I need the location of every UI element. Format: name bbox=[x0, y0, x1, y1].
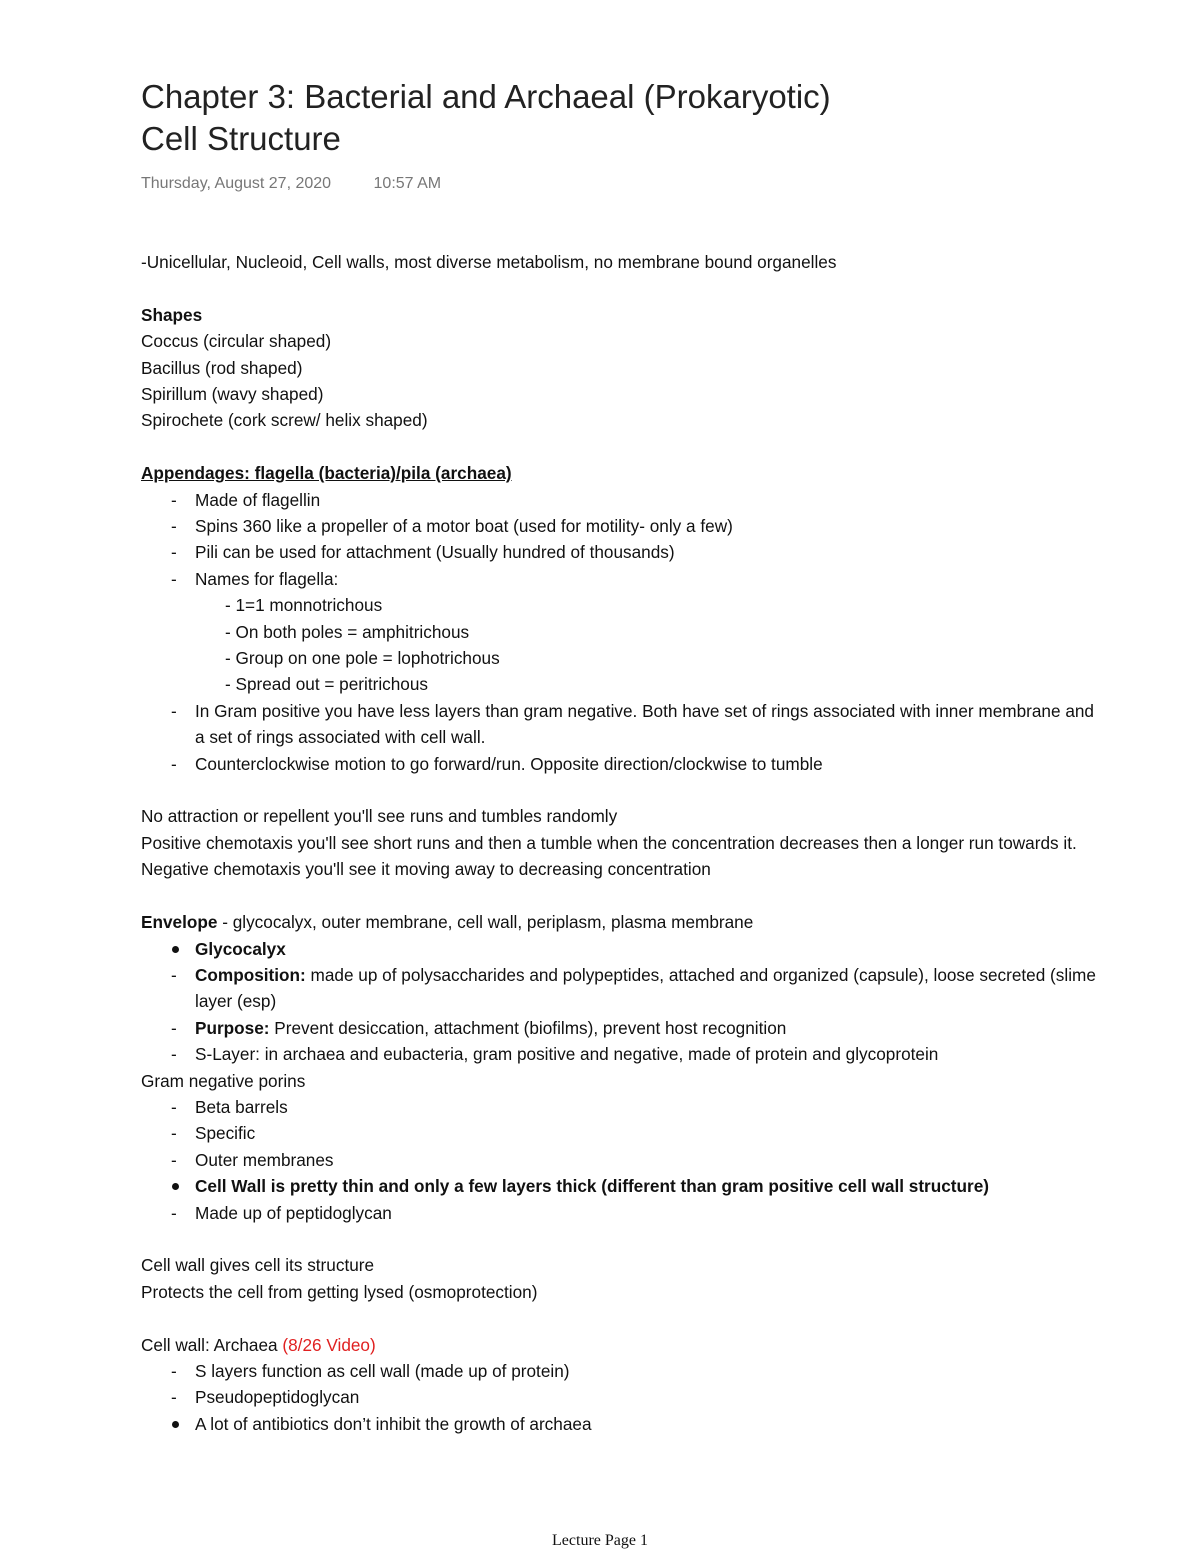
bullet-item bbox=[141, 936, 1101, 962]
dash-marker: - bbox=[171, 1360, 177, 1381]
note-body[interactable] bbox=[141, 249, 1101, 1437]
spacer bbox=[141, 777, 1101, 803]
purpose-label: Purpose: bbox=[195, 1017, 270, 1038]
archaea-label: Cell wall: Archaea bbox=[141, 1334, 283, 1355]
shape-item: Coccus (circular shaped) bbox=[141, 331, 332, 352]
list-item bbox=[141, 1147, 1101, 1173]
dash-marker: - bbox=[171, 1096, 177, 1117]
list-item-text: Specific bbox=[195, 1123, 256, 1144]
chemotaxis-line: Positive chemotaxis you'll see short runs and then a tumble when the concentration decreases then a longer run towards it. bbox=[141, 832, 1077, 853]
spacer bbox=[141, 1305, 1101, 1331]
dash-marker: - bbox=[171, 1387, 177, 1408]
list-item bbox=[141, 751, 1101, 777]
dash-marker: - bbox=[171, 489, 177, 510]
dash-marker: - bbox=[171, 700, 177, 721]
shape-item: Bacillus (rod shaped) bbox=[141, 357, 303, 378]
note-date: Thursday, August 27, 2020 bbox=[141, 175, 332, 192]
composition-text: made up of polysaccharides and polypeptides, attached and organized (capsule), loose secreted (slime layer (esp) bbox=[195, 964, 1096, 1012]
spacer bbox=[141, 275, 1101, 301]
dash-marker: - bbox=[171, 1123, 177, 1144]
title-line-1: Chapter 3: Bacterial and Archaeal (Prokaryotic) bbox=[141, 78, 831, 115]
list-item-text: Pili can be used for attachment (Usually hundred of thousands) bbox=[195, 542, 675, 563]
dash-marker: - bbox=[171, 1044, 177, 1065]
dash-marker: - bbox=[171, 516, 177, 537]
list-item-text: Beta barrels bbox=[195, 1096, 288, 1117]
list-item-text: Made up of peptidoglycan bbox=[195, 1202, 392, 1223]
page-footer: Lecture Page 1 bbox=[552, 1532, 648, 1549]
composition-label: Composition: bbox=[195, 964, 306, 985]
list-item-text: Spins 360 like a propeller of a motor boat (used for motility- only a few) bbox=[195, 516, 733, 537]
flagella-name: - On both poles = amphitrichous bbox=[225, 621, 470, 642]
chemotaxis-line: Negative chemotaxis you'll see it moving away to decreasing concentration bbox=[141, 859, 711, 880]
list-item bbox=[141, 962, 1101, 1015]
flagella-name: - Spread out = peritrichous bbox=[225, 674, 429, 695]
bullet-item bbox=[141, 1173, 1101, 1199]
list-item bbox=[141, 566, 1101, 592]
flagella-name: - Group on one pole = lophotrichous bbox=[225, 648, 500, 669]
bullet-dot bbox=[172, 946, 179, 953]
appendages-heading: Appendages: flagella (bacteria)/pila (archaea) bbox=[141, 463, 512, 484]
dash-marker: - bbox=[171, 542, 177, 563]
note-timestamp bbox=[141, 175, 441, 193]
cell-wall-bold-note: Cell Wall is pretty thin and only a few layers thick (different than gram positive cell wall structure) bbox=[195, 1176, 989, 1197]
list-item bbox=[141, 1094, 1101, 1120]
list-item-text: In Gram positive you have less layers than gram negative. Both have set of rings associated with inner membrane and a set of rings associated with cell wall. bbox=[195, 700, 1094, 748]
note-time: 10:57 AM bbox=[373, 175, 442, 192]
dash-marker: - bbox=[171, 964, 177, 985]
spacer bbox=[141, 1226, 1101, 1252]
dash-marker: - bbox=[171, 1149, 177, 1170]
shapes-heading: Shapes bbox=[141, 304, 203, 325]
video-reference: (8/26 Video) bbox=[282, 1334, 376, 1355]
envelope-line bbox=[141, 909, 1101, 935]
list-item-text: Pseudopeptidoglycan bbox=[195, 1387, 360, 1408]
list-item bbox=[141, 1358, 1101, 1384]
chemotaxis-line: No attraction or repellent you'll see runs and tumbles randomly bbox=[141, 806, 618, 827]
list-item bbox=[141, 698, 1101, 751]
title-line-2: Cell Structure bbox=[141, 120, 341, 157]
list-item-text: Names for flagella: bbox=[195, 568, 339, 589]
slayer-text: S-Layer: in archaea and eubacteria, gram positive and negative, made of protein and glycoprotein bbox=[195, 1044, 939, 1065]
cellwall-line: Protects the cell from getting lysed (osmoprotection) bbox=[141, 1281, 538, 1302]
dash-marker: - bbox=[171, 1017, 177, 1038]
flagella-name: - 1=1 monnotrichous bbox=[225, 595, 383, 616]
cellwall-line: Cell wall gives cell its structure bbox=[141, 1255, 375, 1276]
list-item-text: Outer membranes bbox=[195, 1149, 334, 1170]
page-title bbox=[141, 76, 831, 160]
bullet-dot bbox=[172, 1421, 179, 1428]
list-item-text: A lot of antibiotics don’t inhibit the growth of archaea bbox=[195, 1413, 592, 1434]
shape-item: Spirillum (wavy shaped) bbox=[141, 384, 324, 405]
list-item-text: Made of flagellin bbox=[195, 489, 321, 510]
list-item bbox=[141, 1384, 1101, 1410]
porins-heading: Gram negative porins bbox=[141, 1070, 306, 1091]
intro-line: -Unicellular, Nucleoid, Cell walls, most diverse metabolism, no membrane bound organelles bbox=[141, 252, 837, 272]
list-item bbox=[141, 487, 1101, 513]
spacer bbox=[141, 883, 1101, 909]
list-item bbox=[141, 1120, 1101, 1146]
purpose-text: Prevent desiccation, attachment (biofilms), prevent host recognition bbox=[269, 1017, 787, 1038]
bullet-dot bbox=[172, 1183, 179, 1190]
dash-marker: - bbox=[171, 1202, 177, 1223]
dash-marker: - bbox=[171, 753, 177, 774]
spacer bbox=[141, 434, 1101, 460]
dash-marker: - bbox=[171, 568, 177, 589]
bullet-item bbox=[141, 1411, 1101, 1437]
list-item bbox=[141, 1200, 1101, 1226]
envelope-label: Envelope bbox=[141, 912, 218, 933]
list-item-text: Counterclockwise motion to go forward/run. Opposite direction/clockwise to tumble bbox=[195, 753, 823, 774]
archaea-heading bbox=[141, 1332, 1101, 1358]
glycocalyx-label: Glycocalyx bbox=[195, 938, 286, 959]
list-item-text: S layers function as cell wall (made up of protein) bbox=[195, 1360, 570, 1381]
envelope-text: - glycocalyx, outer membrane, cell wall, periplasm, plasma membrane bbox=[217, 912, 754, 933]
list-item bbox=[141, 1015, 1101, 1041]
shape-item: Spirochete (cork screw/ helix shaped) bbox=[141, 410, 428, 431]
list-item bbox=[141, 513, 1101, 539]
list-item bbox=[141, 1041, 1101, 1067]
list-item bbox=[141, 539, 1101, 565]
